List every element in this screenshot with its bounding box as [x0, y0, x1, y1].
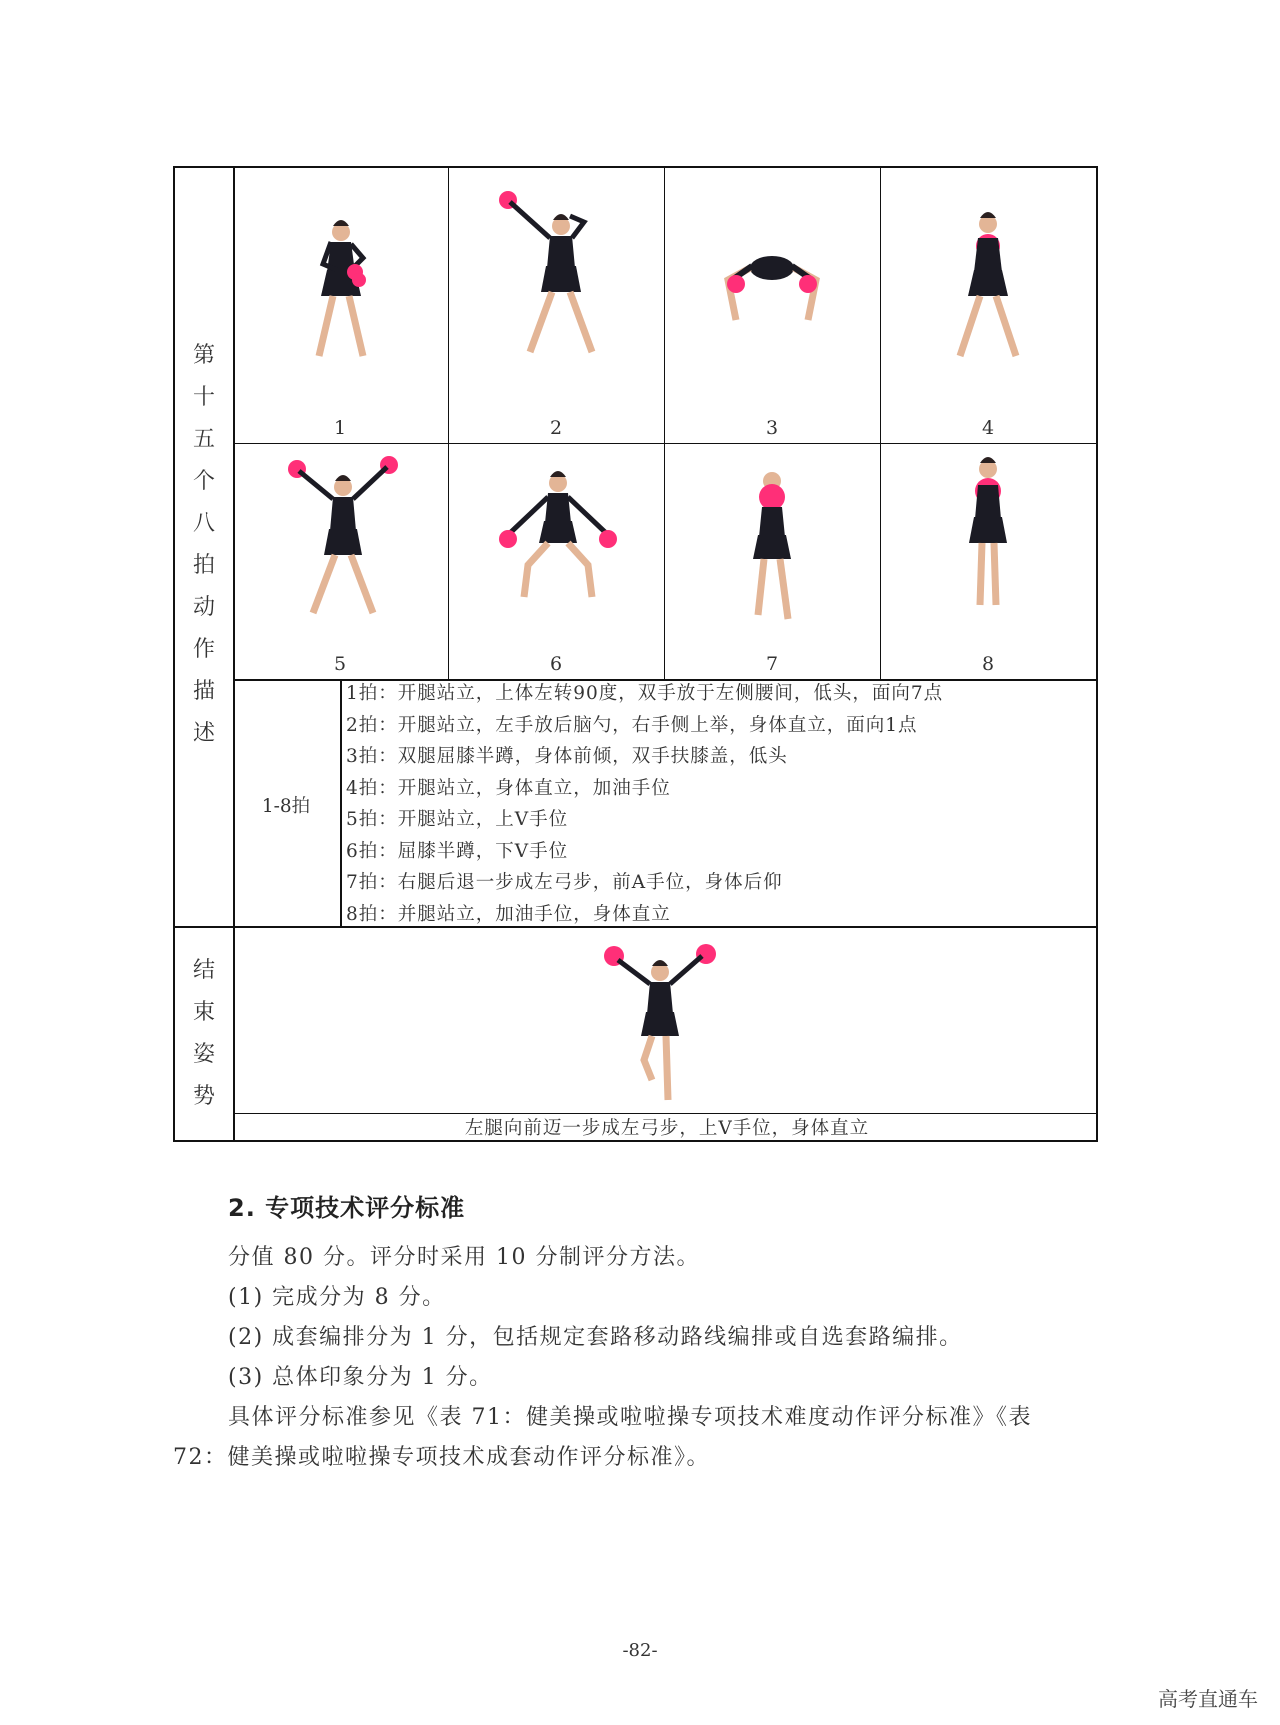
table-border-left	[173, 166, 175, 1142]
section-title: 2. 专项技术评分标准	[228, 1194, 466, 1222]
label-char: 述	[192, 721, 215, 746]
beat-description: 8拍：并腿站立，加油手位，身体直立	[346, 903, 671, 925]
figure-photo-2	[450, 168, 662, 408]
beats-divider	[340, 679, 342, 927]
figure-photo-8	[882, 445, 1094, 645]
label-char: 五	[192, 427, 215, 452]
table-border-bottom	[173, 1140, 1098, 1142]
beat-description: 2拍：开腿站立，左手放后脑勺，右手侧上举，身体直立，面向1点	[346, 714, 918, 736]
photo-number: 2	[549, 417, 563, 439]
label-char: 结	[192, 958, 215, 983]
label-char: 动	[192, 595, 215, 620]
table-border-right	[1096, 166, 1098, 1142]
figure-photo-5	[235, 445, 447, 645]
paragraph: (1) 完成分为 8 分。	[228, 1285, 446, 1310]
page-number: -82-	[622, 1640, 658, 1661]
beat-description: 6拍：屈膝半蹲，下V手位	[346, 840, 569, 862]
label-char: 描	[192, 679, 215, 704]
photo-number: 7	[765, 653, 779, 675]
label-char: 束	[192, 1000, 215, 1025]
label-char: 八	[192, 511, 215, 536]
paragraph: (3) 总体印象分为 1 分。	[228, 1365, 493, 1390]
paragraph: 分值 80 分。评分时采用 10 分制评分方法。	[228, 1245, 700, 1270]
end-row-label	[184, 950, 224, 1118]
photo-number: 6	[549, 653, 563, 675]
paragraph: (2) 成套编排分为 1 分，包括规定套路移动路线编排或自选套路编排。	[228, 1325, 963, 1350]
label-char: 拍	[192, 553, 215, 578]
label-char: 姿	[192, 1042, 215, 1067]
photo-number: 1	[333, 417, 347, 439]
photo-number: 4	[981, 417, 995, 439]
label-char: 作	[192, 637, 215, 662]
beat-descriptions	[346, 678, 943, 930]
figure-photo-4	[882, 168, 1094, 408]
beat-description: 1拍：开腿站立，上体左转90度，双手放于左侧腰间，低头，面向7点	[346, 683, 944, 704]
label-char: 十	[192, 385, 215, 410]
label-char: 第	[192, 343, 215, 368]
paragraph: 具体评分标准参见《表 71：健美操或啦啦操专项技术难度动作评分标准》《表	[228, 1405, 1032, 1430]
photo-number: 5	[333, 653, 347, 675]
photo-number: 8	[981, 653, 995, 675]
beat-range-label: 1-8拍	[261, 796, 311, 817]
photo-number: 3	[765, 417, 779, 439]
figure-photo-7	[666, 445, 878, 645]
label-char: 势	[192, 1084, 215, 1109]
end-pose-caption: 左腿向前迈一步成左弓步，上V手位，身体直立	[464, 1118, 870, 1139]
paragraph: 72：健美操或啦啦操专项技术成套动作评分标准》。	[173, 1445, 710, 1470]
label-char: 个	[192, 469, 215, 494]
beat-description: 3拍：双腿屈膝半蹲，身体前倾，双手扶膝盖，低头	[346, 746, 788, 767]
watermark-text: 高考直通车	[1158, 1687, 1258, 1711]
figure-photo-6	[450, 445, 662, 645]
figure-photo-1	[235, 168, 447, 408]
figure-photo-3	[666, 168, 878, 408]
row-divider	[233, 443, 1097, 444]
column-divider	[664, 166, 665, 680]
beat-description: 5拍：开腿站立，上V手位	[346, 809, 569, 830]
column-divider	[448, 166, 449, 680]
motion-row-label	[184, 335, 224, 755]
column-divider	[880, 166, 881, 680]
figure-end-pose	[590, 934, 730, 1110]
beat-description: 4拍：开腿站立，身体直立，加油手位	[346, 777, 671, 799]
beat-description: 7拍：右腿后退一步成左弓步，前A手位，身体后仰	[346, 872, 783, 893]
